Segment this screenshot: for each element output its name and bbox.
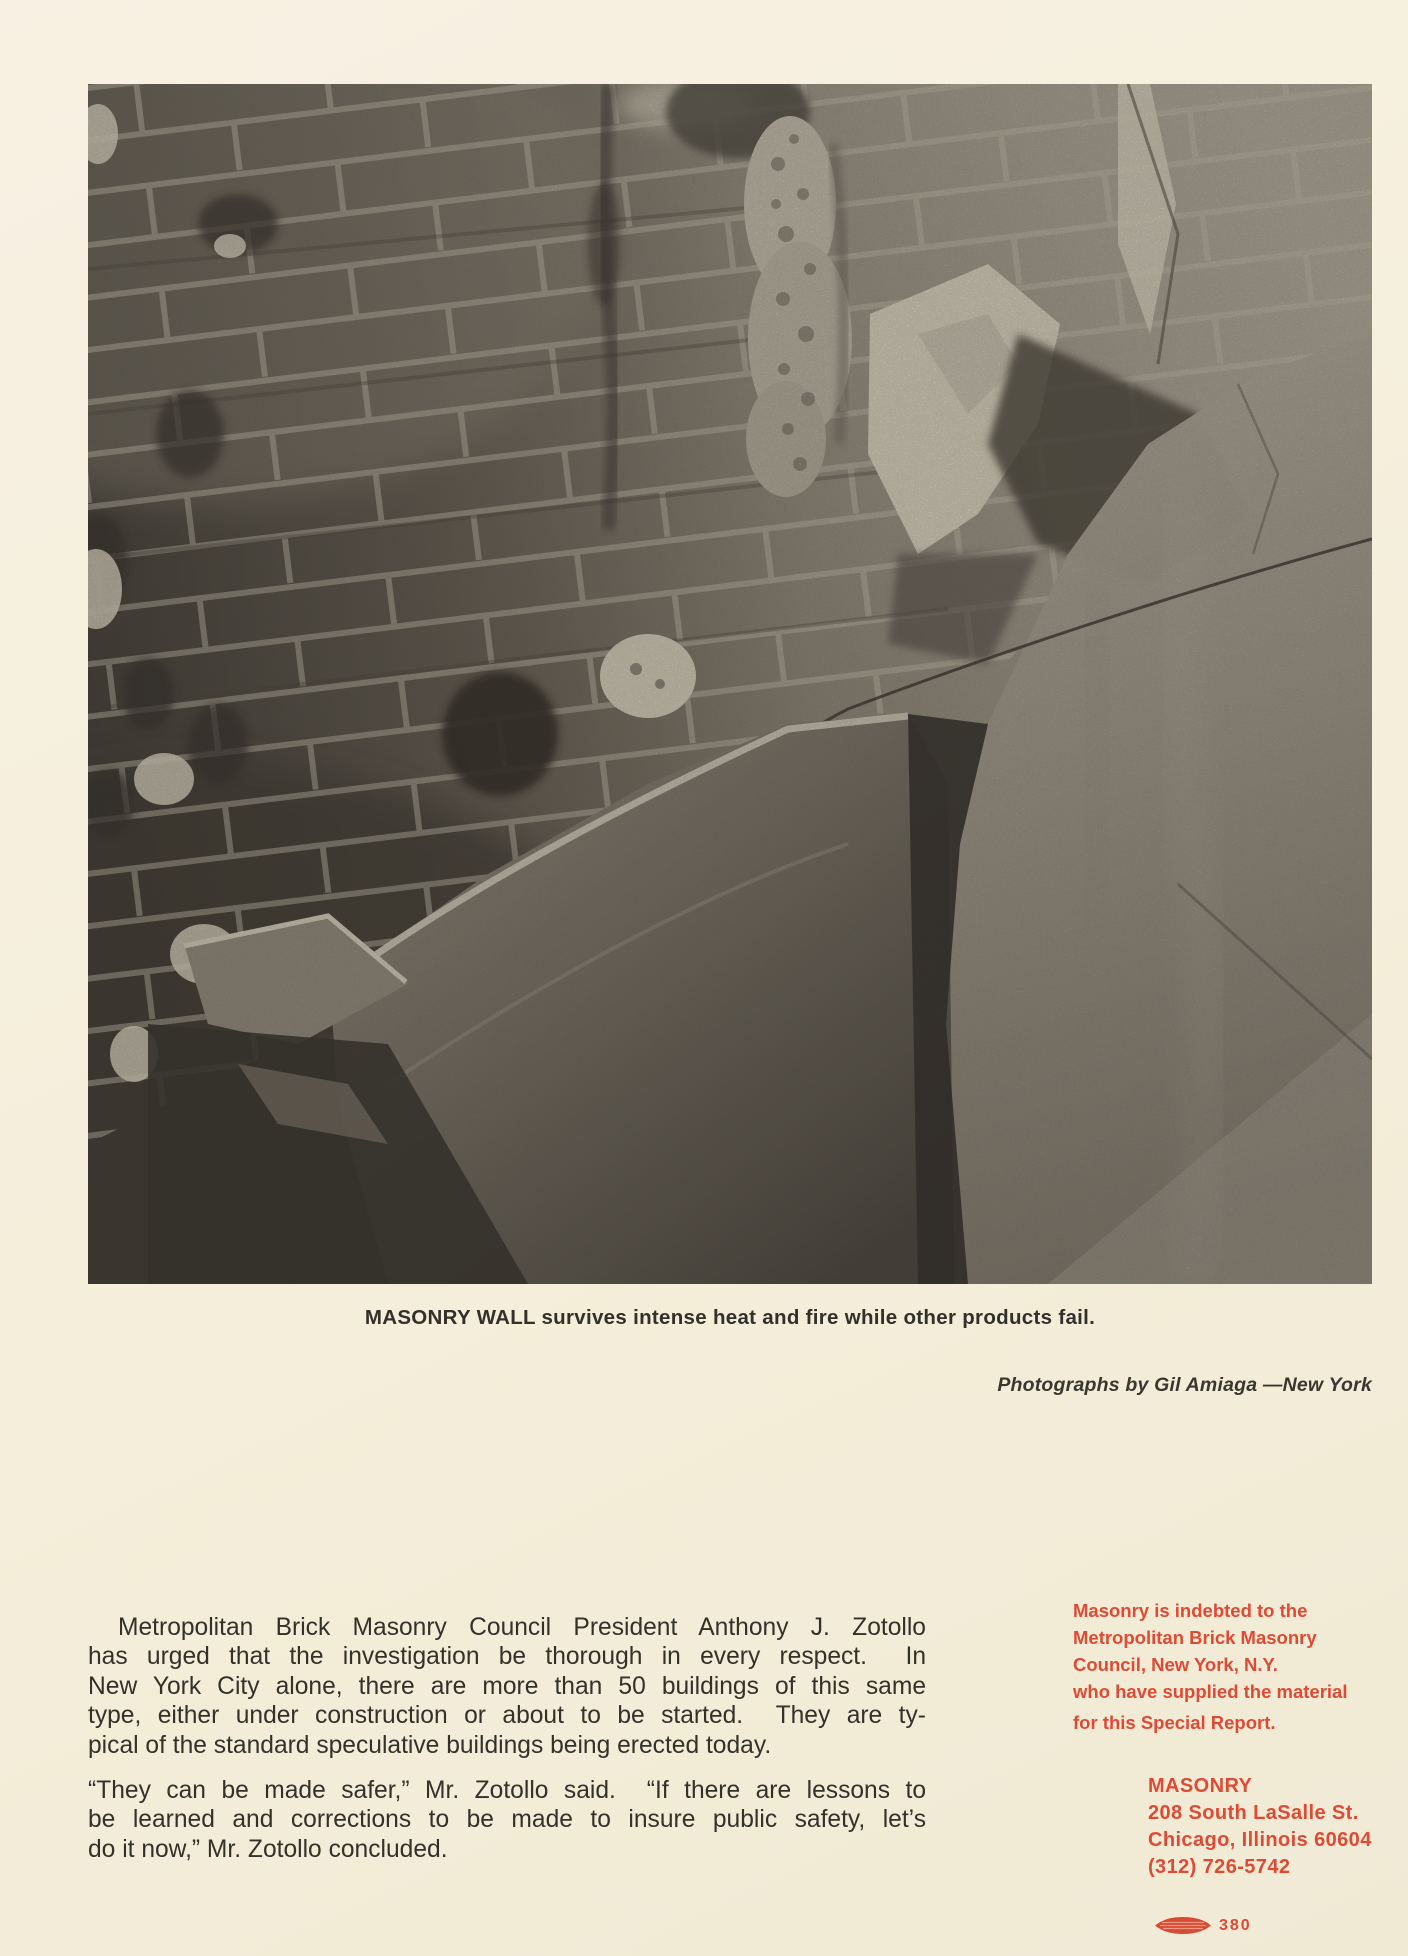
page-number: 380 xyxy=(1219,1916,1252,1934)
acknowledgement-line: Metropolitan Brick Masonry xyxy=(1073,1627,1317,1648)
photo-credit: Photographs by Gil Amiaga —New York xyxy=(997,1374,1372,1396)
article-line: New York City alone, there are more than 50 buildings of this same xyxy=(88,1672,926,1700)
acknowledgement-line: Masonry is indebted to the xyxy=(1073,1600,1308,1621)
publisher-block xyxy=(1148,1773,1372,1881)
publisher-address-line: Chicago, Illinois 60604 xyxy=(1148,1829,1372,1851)
article-paragraph xyxy=(88,1776,926,1864)
acknowledgement-line: Council, New York, N.Y. xyxy=(1073,1654,1278,1675)
article-line: “They can be made safer,” Mr. Zotollo said. “If there are lessons to xyxy=(88,1777,926,1805)
footer-mark xyxy=(1154,1916,1252,1935)
article-line: Metropolitan Brick Masonry Council President Anthony J. Zotollo xyxy=(118,1614,926,1641)
article-paragraph xyxy=(88,1613,926,1760)
publisher-address-line: 208 South LaSalle St. xyxy=(1148,1802,1359,1824)
masonry-wall-photo-art xyxy=(88,84,1372,1284)
article-line: type, either under construction or about to be started. They are ty- xyxy=(88,1702,926,1730)
article-text xyxy=(88,1613,926,1864)
publisher-name: MASONRY xyxy=(1148,1775,1253,1797)
acknowledgement-line: who have supplied the material xyxy=(1073,1681,1348,1702)
article-line: be learned and corrections to be made to insure public safety, let’s xyxy=(88,1806,926,1834)
masonry-emblem-icon xyxy=(1154,1916,1212,1935)
article-line: has urged that the investigation be thorough in every respect. In xyxy=(88,1643,926,1671)
article-line: pical of the standard speculative buildings being erected today. xyxy=(88,1731,772,1759)
photo-caption: MASONRY WALL survives intense heat and fire while other products fail. xyxy=(364,1306,1096,1329)
acknowledgement-note xyxy=(1073,1597,1383,1736)
article-line: do it now,” Mr. Zotollo concluded. xyxy=(88,1835,448,1863)
acknowledgement-line: for this Special Report. xyxy=(1073,1712,1276,1733)
publisher-phone: (312) 726-5742 xyxy=(1148,1856,1291,1878)
masonry-wall-photo xyxy=(88,84,1372,1284)
